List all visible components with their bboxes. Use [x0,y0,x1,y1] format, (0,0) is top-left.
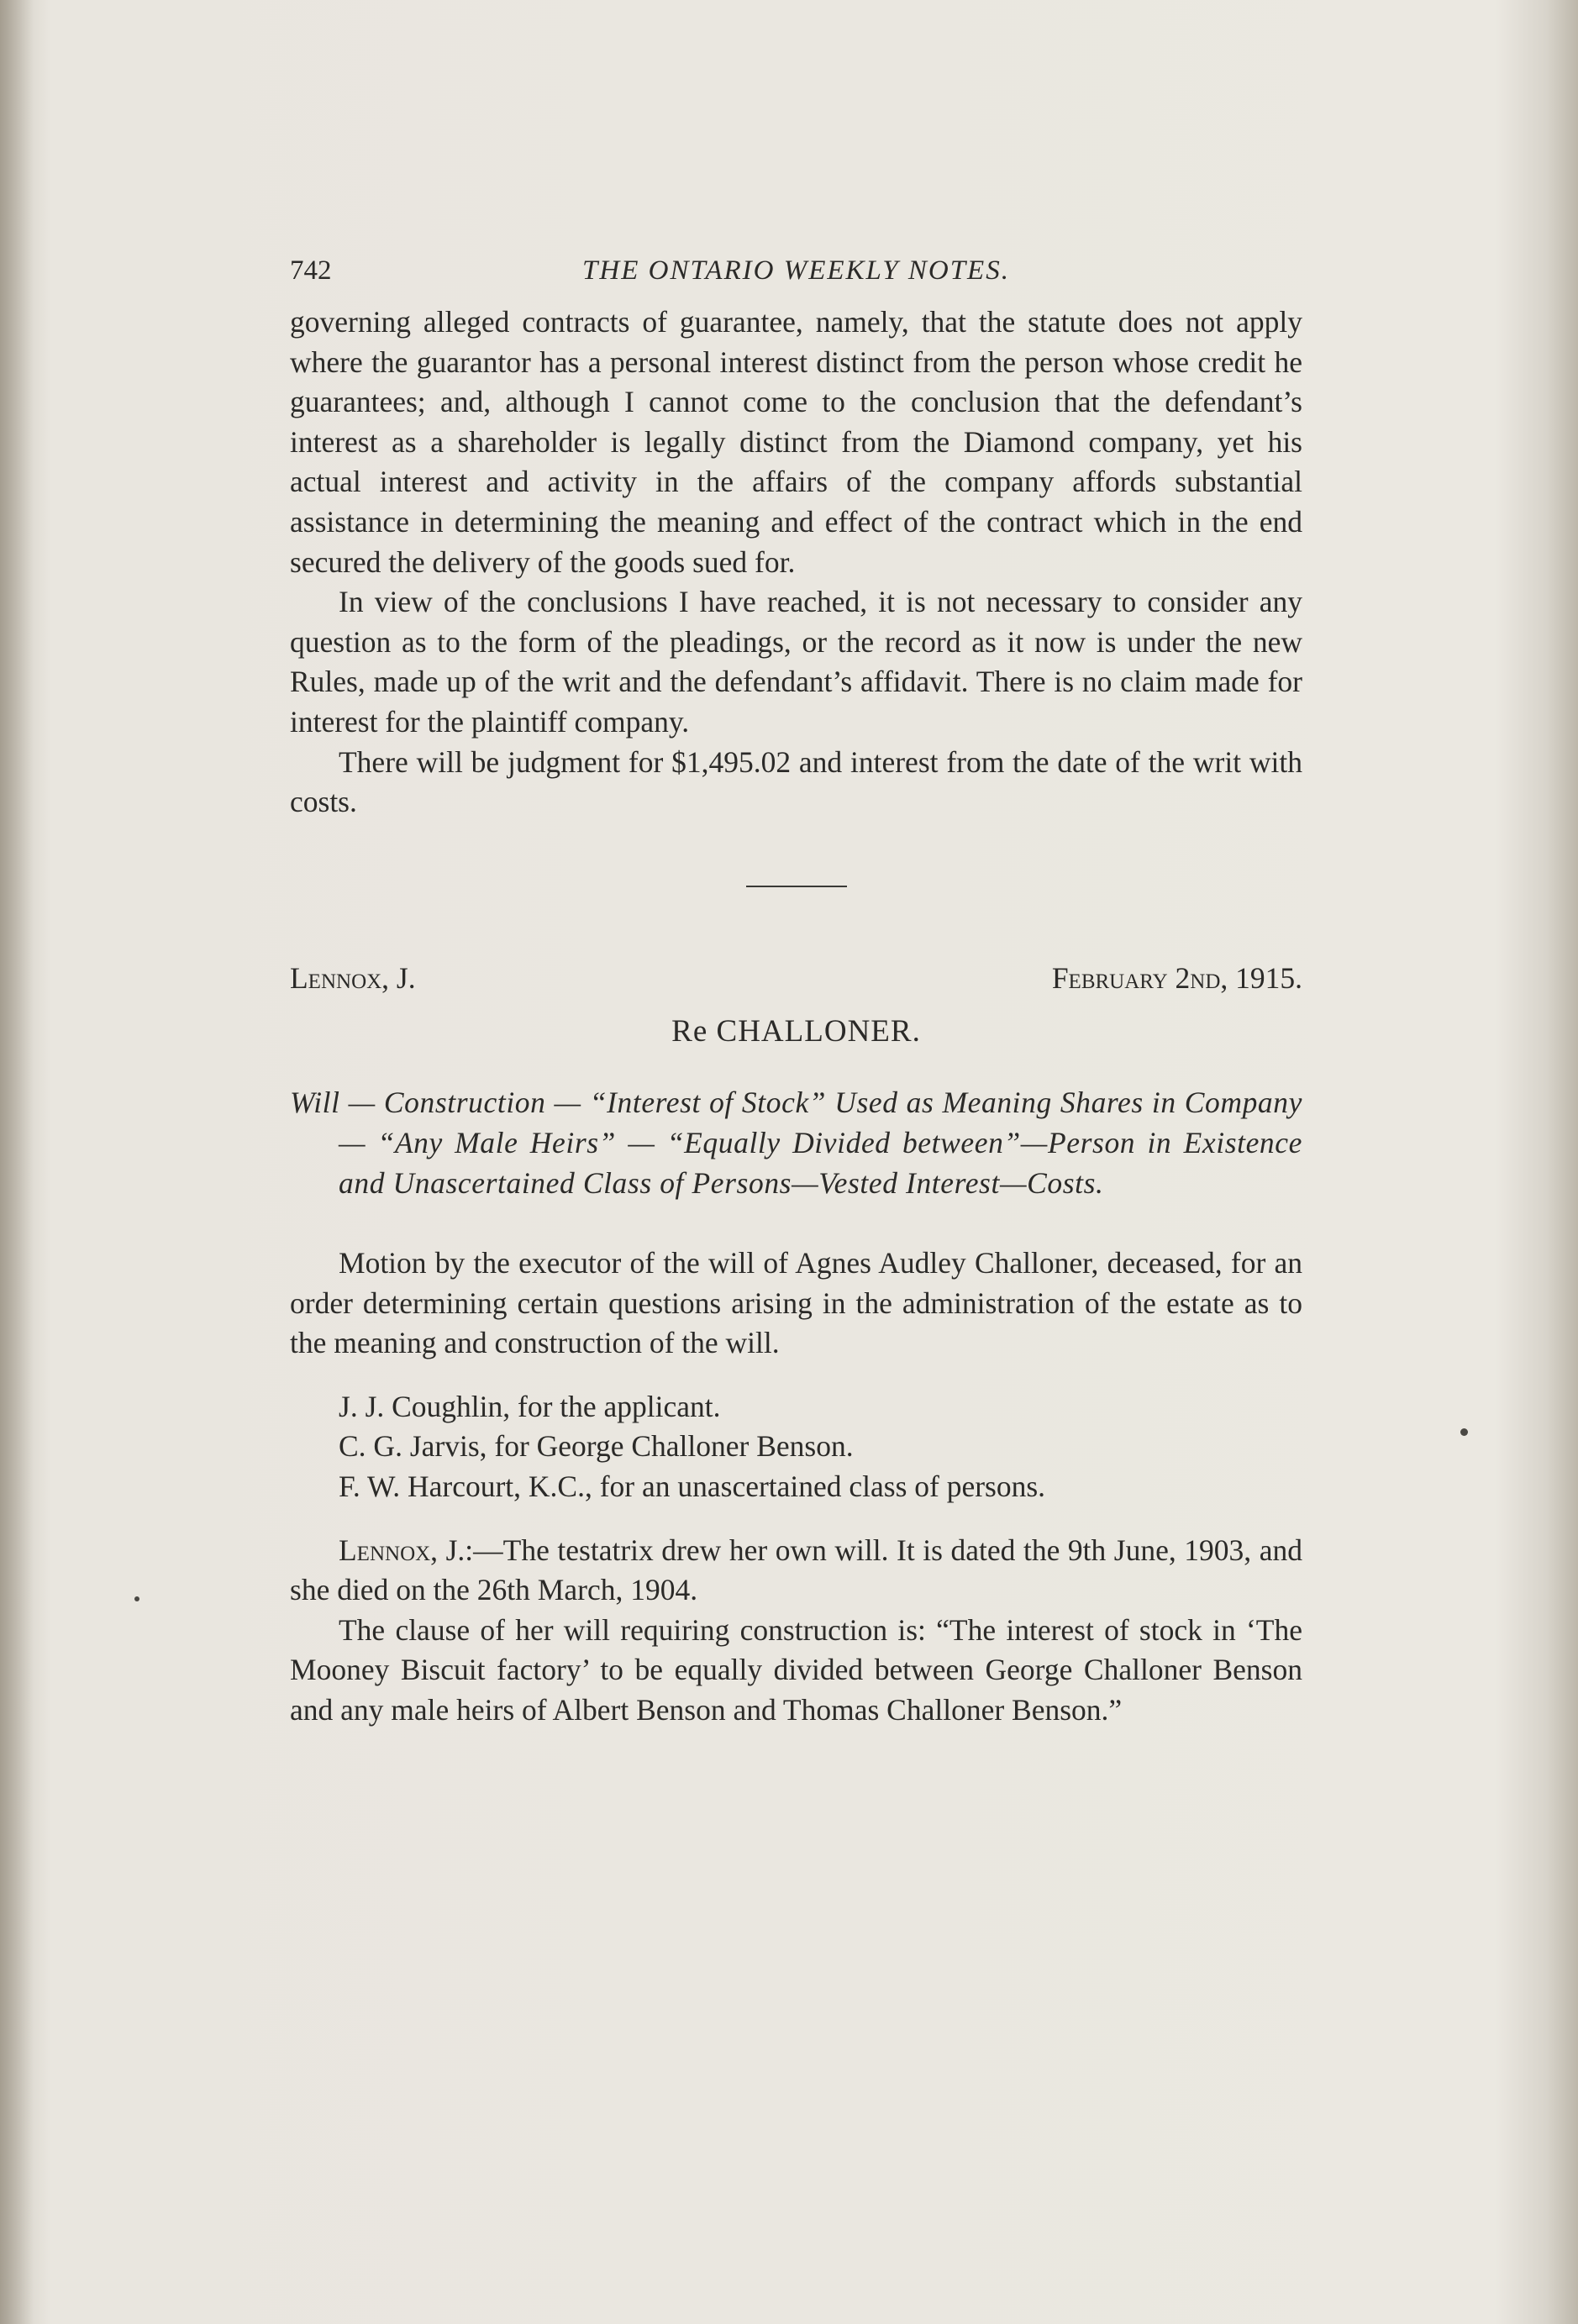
counsel-line: J. J. Coughlin, for the applicant. [339,1389,721,1423]
ink-speck [1460,1428,1468,1436]
journal-title: THE ONTARIO WEEKLY NOTES. [582,255,1010,286]
section-divider [746,886,847,887]
motion-paragraph: Motion by the executor of the will of Agnes Audley Challoner, deceased, for an order determining certain questions arising in the administration of the estate as to the meaning and construction of the will. [290,1246,1302,1360]
paragraph: There will be judgment for $1,495.02 and interest from the date of the writ with costs. [290,744,1302,819]
counsel-list [290,1387,1302,1507]
page-content [290,244,1302,1731]
case-header [290,959,1302,999]
binding-shadow [0,0,34,2324]
judgment-paragraph [290,1531,1302,1611]
page-number: 742 [290,255,332,286]
counsel-line: C. G. Jarvis, for George Challoner Benson. [339,1429,854,1464]
previous-case-conclusion [290,302,1302,823]
headnote: Will — Construction — “Interest of Stock” Used as Meaning Shares in Company — “Any Male Heirs” — “Equally Divided between”—Person in Existence and Unascertained Class of Persons—Vested Interest—Costs. [290,1086,1302,1200]
case-date: February 2nd, 1915. [1051,960,1302,995]
paragraph: governing alleged contracts of guarantee, namely, that the statute does not apply where the guarantor has a personal interest distinct from the person whose credit he guarantees; and, although I cannot come to the conclusion that the defendant’s interest as a shareholder is legally distinct from the Diamond company, yet his actual interest and activity in the affairs of the company affords substantial assistance in determining the meaning and effect of the contract which in the end secured the delivery of the goods sued for. [290,305,1302,579]
running-head [290,244,1302,294]
case-title: Re CHALLONER. [671,1014,921,1049]
judgment-judge: Lennox, J.: [339,1533,474,1567]
clause-paragraph: The clause of her will requiring construction is: “The interest of stock in ‘The Mooney Biscuit factory’ to be equally divided between George Challoner Benson and any male heirs of Albert Benson and Thomas Challoner Benson.” [290,1612,1302,1727]
ink-speck [134,1596,139,1601]
counsel-line: F. W. Harcourt, K.C., for an unascertained class of persons. [339,1470,1046,1504]
judgment-text: —The testatrix drew her own will. It is dated the 9th June, 1903, and she died on the 26th March, 1904. [290,1533,1302,1607]
judge-name: Lennox, J. [290,960,416,995]
paragraph: In view of the conclusions I have reached, it is not necessary to consider any question as to the form of the pleadings, or the record as it now is under the new Rules, made up of the writ and the defendant’s affidavit. There is no claim made for interest for the plaintiff company. [290,585,1302,739]
